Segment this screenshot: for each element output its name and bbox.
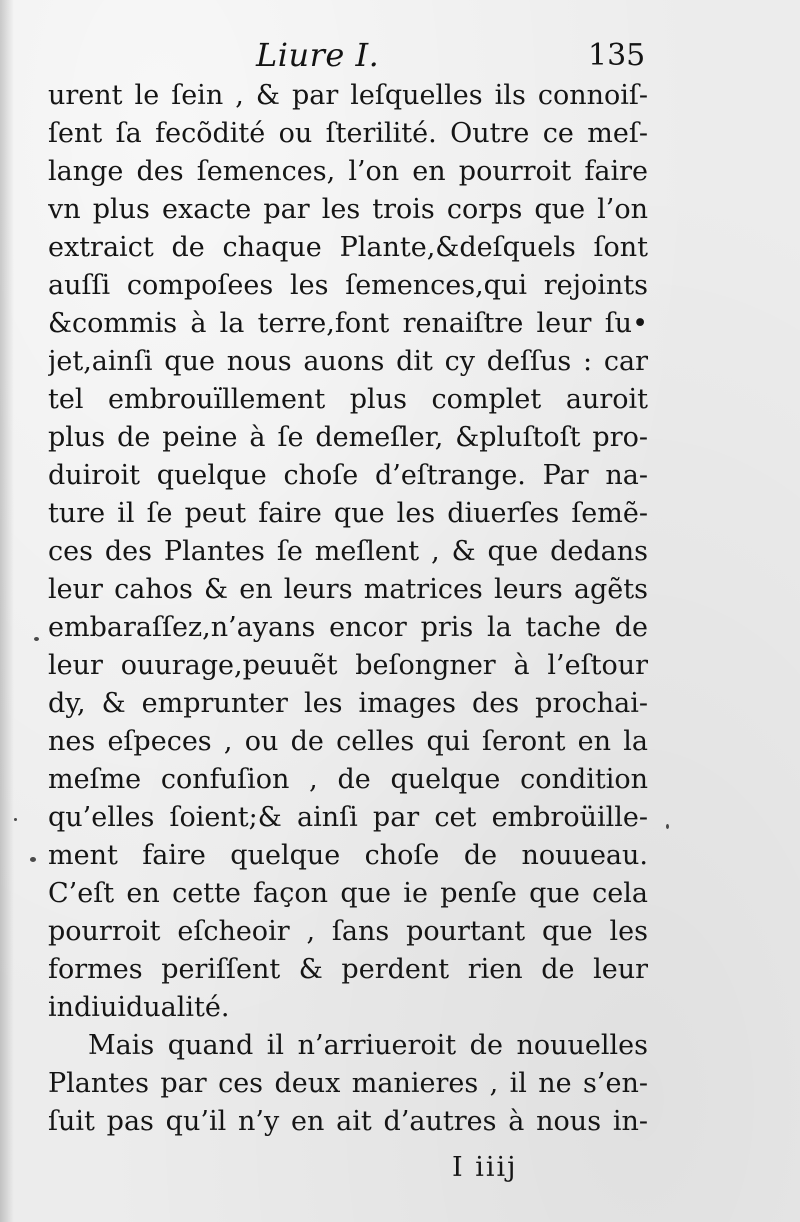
page-number: 135 bbox=[588, 38, 646, 73]
page-gutter-shadow bbox=[0, 0, 14, 1222]
text-line: ture il ſe peut faire que les diuerſes ſemẽ- bbox=[48, 498, 648, 529]
text-line: urent le ſein , & par leſquelles ils connoiſ- bbox=[48, 80, 648, 111]
ink-speck bbox=[666, 824, 669, 829]
text-line: jet,ainſi que nous auons dit cy deſſus : car bbox=[48, 346, 648, 377]
text-line: qu’elles ſoient;& ainſi par cet embroüille- bbox=[48, 802, 648, 833]
text-line: ces des Plantes ſe meſlent , & que dedans bbox=[48, 536, 648, 567]
text-line: lange des ſemences, l’on en pourroit faire bbox=[48, 156, 648, 187]
text-line: duiroit quelque choſe d’eſtrange. Par na- bbox=[48, 460, 648, 491]
text-line: pourroit eſcheoir , ſans pourtant que les bbox=[48, 916, 648, 947]
text-line: ſent ſa fecõdité ou ſterilité. Outre ce meſ- bbox=[48, 118, 648, 149]
ink-speck bbox=[30, 857, 36, 862]
text-line: formes periſſent & perdent rien de leur bbox=[48, 954, 648, 985]
text-line: nes eſpeces , ou de celles qui ſeront en la bbox=[48, 726, 648, 757]
ink-speck bbox=[14, 818, 17, 821]
text-line: C’eſt en cette façon que ie penſe que cela bbox=[48, 878, 648, 909]
text-line: leur ouurage,peuuẽt beſongner à l’eſtour bbox=[48, 650, 648, 681]
body-text bbox=[48, 77, 648, 1141]
text-line: plus de peine à ſe demeſler, &pluſtoſt pro- bbox=[48, 422, 648, 453]
text-line: dy, & emprunter les images des prochai- bbox=[48, 688, 648, 719]
signature-mark: I iiij bbox=[452, 1152, 518, 1183]
text-line: vn plus exacte par les trois corps que l’on bbox=[48, 194, 648, 225]
text-line: &commis à la terre,font renaiſtre leur ſu• bbox=[48, 308, 648, 339]
paragraph-end-line: indiuidualité. bbox=[48, 992, 230, 1023]
paragraph-start-line: Mais quand il n’arriueroit de nouuelles bbox=[88, 1030, 648, 1061]
text-line: ſuit pas qu’il n’y en ait d’autres à nous in- bbox=[48, 1106, 648, 1137]
text-line: tel embrouïllement plus complet auroit bbox=[48, 384, 648, 415]
text-line: embaraſſez,n’ayans encor pris la tache de bbox=[48, 612, 648, 643]
text-line: extraict de chaque Plante,&deſquels ſont bbox=[48, 232, 648, 263]
text-line: ment faire quelque choſe de nouueau. bbox=[48, 840, 648, 871]
ink-speck bbox=[34, 637, 39, 641]
text-line: auſſi compoſees les ſemences,qui rejoints bbox=[48, 270, 648, 301]
text-line: Plantes par ces deux manieres , il ne s’en- bbox=[48, 1068, 648, 1099]
text-line: meſme confuſion , de quelque condition bbox=[48, 764, 648, 795]
running-head: Liure I. bbox=[256, 36, 380, 74]
text-line: leur cahos & en leurs matrices leurs agẽts bbox=[48, 574, 648, 605]
